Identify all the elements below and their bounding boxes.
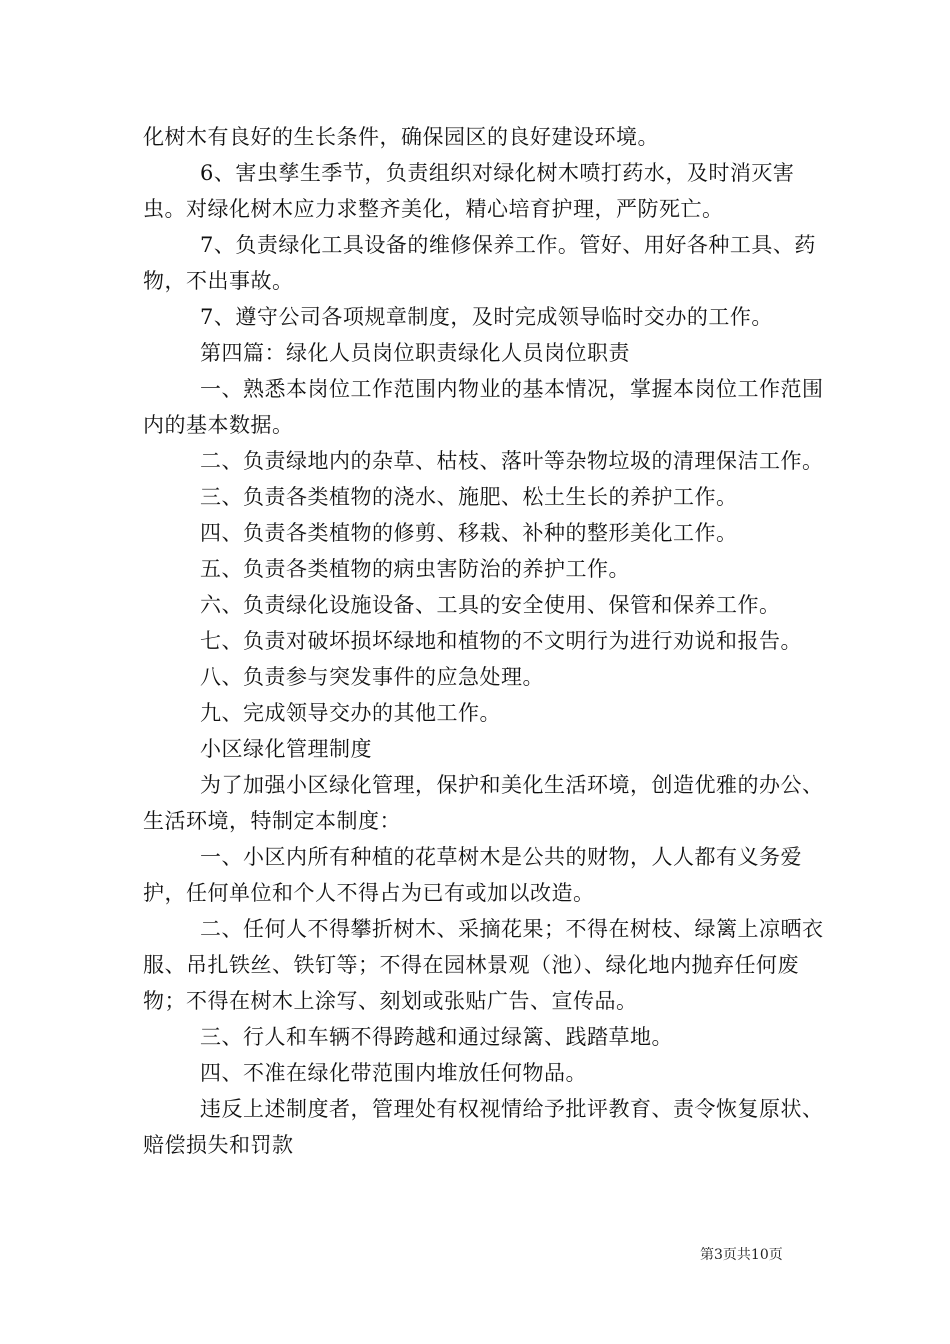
paragraph: 7、负责绿化工具设备的维修保养工作。管好、用好各种工具、药物，不出事故。 [143,233,816,293]
paragraph: 一、熟悉本岗位工作范围内物业的基本情况，掌握本岗位工作范围内的基本数据。 [143,377,824,437]
document-body [143,119,829,1163]
section-heading: 第四篇：绿化人员岗位职责绿化人员岗位职责 [200,341,630,365]
paragraph: 三、行人和车辆不得跨越和通过绿篱、践踏草地。 [200,1025,673,1049]
paragraph: 七、负责对破坏损坏绿地和植物的不文明行为进行劝说和报告。 [200,629,802,653]
page-number-footer: 第3页共10页 [700,1247,783,1263]
section-heading: 小区绿化管理制度 [200,737,372,761]
paragraph: 五、负责各类植物的病虫害防治的养护工作。 [200,557,630,581]
paragraph: 四、不准在绿化带范围内堆放任何物品。 [200,1061,587,1085]
paragraph: 化树木有良好的生长条件，确保园区的良好建设环境。 [143,125,659,149]
paragraph: 7、遵守公司各项规章制度，及时完成领导临时交办的工作。 [200,305,773,329]
paragraph: 违反上述制度者，管理处有权视情给予批评教育、责令恢复原状、赔偿损失和罚款 [143,1097,824,1157]
paragraph: 二、负责绿地内的杂草、枯枝、落叶等杂物垃圾的清理保洁工作。 [200,449,824,473]
paragraph: 6、害虫孳生季节，负责组织对绿化树木喷打药水，及时消灭害虫。对绿化树木应力求整齐美化，精心培育护理，严防死亡。 [143,161,795,221]
paragraph: 九、完成领导交办的其他工作。 [200,701,501,725]
paragraph: 一、小区内所有种植的花草树木是公共的财物，人人都有义务爱护，任何单位和个人不得占为已有或加以改造。 [143,845,802,905]
paragraph: 三、负责各类植物的浇水、施肥、松土生长的养护工作。 [200,485,738,509]
paragraph: 二、任何人不得攀折树木、采摘花果；不得在树枝、绿篱上凉晒衣服、吊扎铁丝、铁钉等；不得在园林景观（池）、绿化地内抛弃任何废物；不得在树木上涂写、刻划或张贴广告、宣传品。 [143,917,824,1013]
paragraph: 为了加强小区绿化管理，保护和美化生活环境，创造优雅的办公、生活环境，特制定本制度： [143,773,824,833]
paragraph: 八、负责参与突发事件的应急处理。 [200,665,544,689]
paragraph: 六、负责绿化设施设备、工具的安全使用、保管和保养工作。 [200,593,781,617]
paragraph: 四、负责各类植物的修剪、移栽、补种的整形美化工作。 [200,521,738,545]
